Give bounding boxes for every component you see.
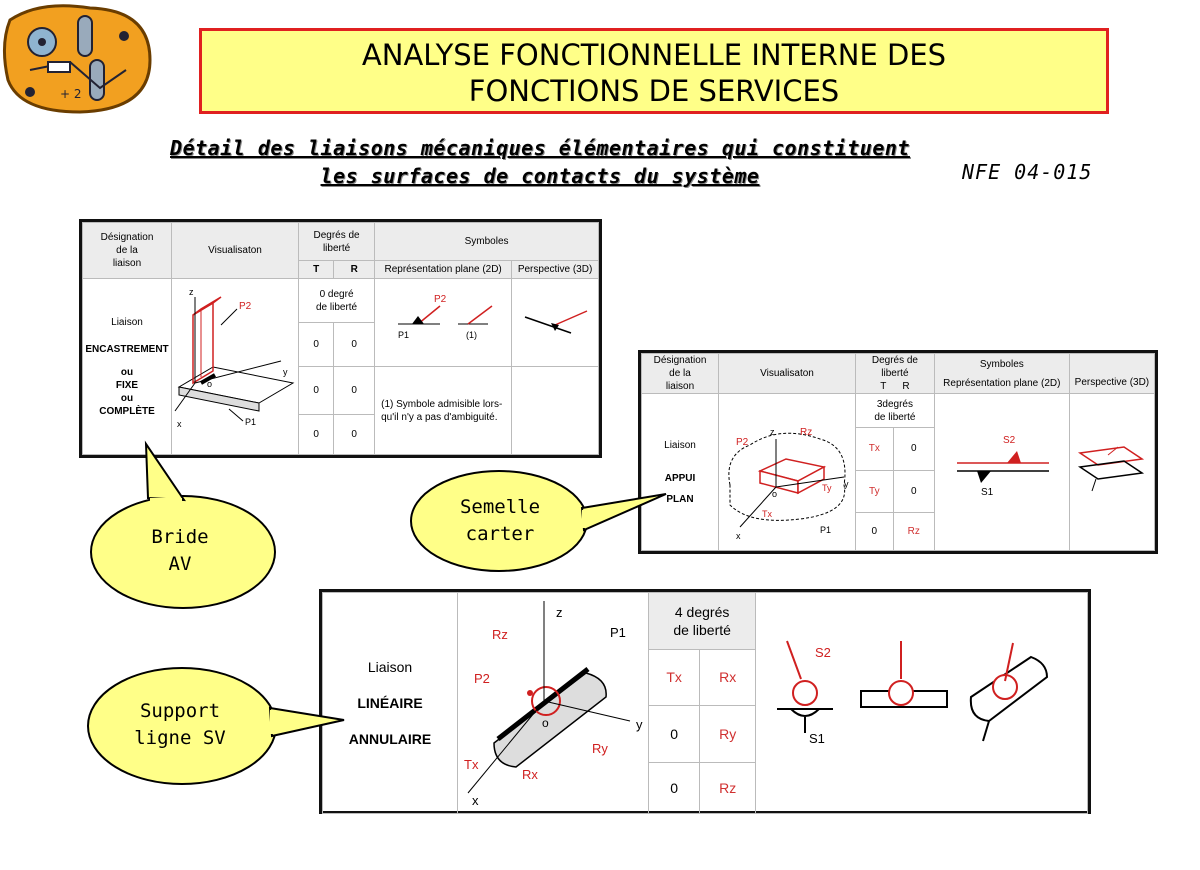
lineaire-annulaire-designation: Liaison LINÉAIRE ANNULAIRE	[323, 593, 458, 814]
designation-header-2: Désignation de la liaison	[642, 354, 719, 394]
encastrement-t3: 0	[299, 415, 334, 455]
plane-header: Représentation plane (2D)	[375, 261, 512, 279]
svg-text:Ry: Ry	[592, 741, 608, 756]
title-line1: ANALYSE FONCTIONNELLE INTERNE DES	[361, 38, 947, 72]
perspective-header-2: Perspective (3D)	[1069, 354, 1154, 394]
svg-text:S1: S1	[980, 486, 994, 498]
callout-bride-text: Bride AV	[151, 526, 209, 575]
svg-text:Rx: Rx	[522, 767, 538, 782]
perspective-header: Perspective (3D)	[512, 261, 599, 279]
svg-text:P2: P2	[736, 436, 749, 448]
lineaire-annulaire-t1: Tx	[649, 649, 700, 706]
svg-text:P2: P2	[474, 671, 490, 686]
appui-plan-designation: Liaison APPUI PLAN	[642, 394, 719, 551]
lineaire-annulaire-r2: Ry	[700, 706, 756, 763]
svg-text:y: y	[283, 367, 288, 377]
appui-plan-r1: 0	[893, 428, 934, 470]
lineaire-annulaire-t3: 0	[649, 762, 700, 814]
svg-text:o: o	[772, 488, 778, 499]
visualisation-header-2: Visualisaton	[719, 354, 856, 394]
r-header: R	[334, 261, 375, 279]
svg-text:Ty: Ty	[822, 482, 832, 493]
encastrement-note: (1) Symbole admisible lors- qu'il n'y a pas d'ambiguité.	[375, 367, 512, 455]
svg-text:P2: P2	[239, 301, 252, 312]
svg-text:P1: P1	[398, 330, 410, 340]
lineaire-annulaire-t2: 0	[649, 706, 700, 763]
callout-support-text: Support ligne SV	[134, 700, 226, 749]
svg-text:S2: S2	[814, 645, 831, 660]
appui-plan-r2: 0	[893, 470, 934, 512]
plane-header-2: Symboles Représentation plane (2D)	[934, 354, 1069, 394]
svg-text:y: y	[844, 478, 849, 489]
svg-text:o: o	[542, 716, 549, 730]
degres-header-2: Degrés de liberté T R	[856, 354, 935, 394]
svg-text:z: z	[770, 426, 775, 437]
svg-text:S2: S2	[1002, 434, 1016, 446]
svg-text:Rz: Rz	[492, 627, 508, 642]
callout-semelle-text: Semelle carter	[459, 496, 541, 545]
encastrement-degrees: 0 degré de liberté	[299, 279, 375, 323]
svg-text:P2: P2	[434, 294, 447, 305]
subtitle-line1: Détail des liaisons mécaniques élémentaires qui constituent	[170, 136, 910, 160]
svg-text:y: y	[636, 717, 643, 732]
encastrement-r3: 0	[334, 415, 375, 455]
norm-reference: NFE 04-015	[962, 160, 1093, 184]
title-line2: FONCTIONS DE SERVICES	[468, 74, 840, 108]
svg-text:+ 2: + 2	[60, 87, 82, 101]
svg-text:P1: P1	[245, 417, 257, 427]
svg-text:z: z	[189, 287, 194, 297]
encastrement-t2: 0	[299, 367, 334, 415]
t-header: T	[299, 261, 334, 279]
degres-header: Degrés de liberté	[299, 223, 375, 261]
svg-text:S1: S1	[808, 731, 825, 746]
svg-text:Tx: Tx	[762, 508, 772, 519]
appui-plan-t2: Ty	[856, 470, 894, 512]
lineaire-annulaire-degrees: 4 degrés de liberté	[649, 593, 756, 650]
svg-text:Rz: Rz	[800, 426, 813, 438]
symboles-header: Symboles	[375, 223, 599, 261]
svg-text:x: x	[177, 419, 182, 429]
svg-text:x: x	[472, 793, 479, 808]
encastrement-designation: Liaison ENCASTREMENT ou FIXE ou COMPLÈTE	[83, 279, 172, 455]
appui-plan-r3: Rz	[893, 512, 934, 550]
subtitle-line2: les surfaces de contacts du système	[320, 164, 760, 188]
svg-text:Tx: Tx	[464, 757, 479, 772]
lineaire-annulaire-r1: Rx	[700, 649, 756, 706]
svg-text:o: o	[207, 379, 213, 389]
encastrement-t1: 0	[299, 323, 334, 367]
visualisation-header: Visualisaton	[172, 223, 299, 279]
encastrement-r2: 0	[334, 367, 375, 415]
svg-text:P1: P1	[610, 625, 626, 640]
appui-plan-t1: Tx	[856, 428, 894, 470]
lineaire-annulaire-r3: Rz	[700, 762, 756, 814]
encastrement-r1: 0	[334, 323, 375, 367]
svg-text:z: z	[556, 605, 563, 620]
appui-plan-degrees: 3degrés de liberté	[856, 394, 935, 428]
svg-text:P1: P1	[820, 524, 832, 535]
designation-header: Désignation de la liaison	[83, 223, 172, 279]
appui-plan-t3: 0	[856, 512, 894, 550]
svg-text:x: x	[736, 530, 741, 541]
svg-text:(1): (1)	[466, 330, 478, 340]
